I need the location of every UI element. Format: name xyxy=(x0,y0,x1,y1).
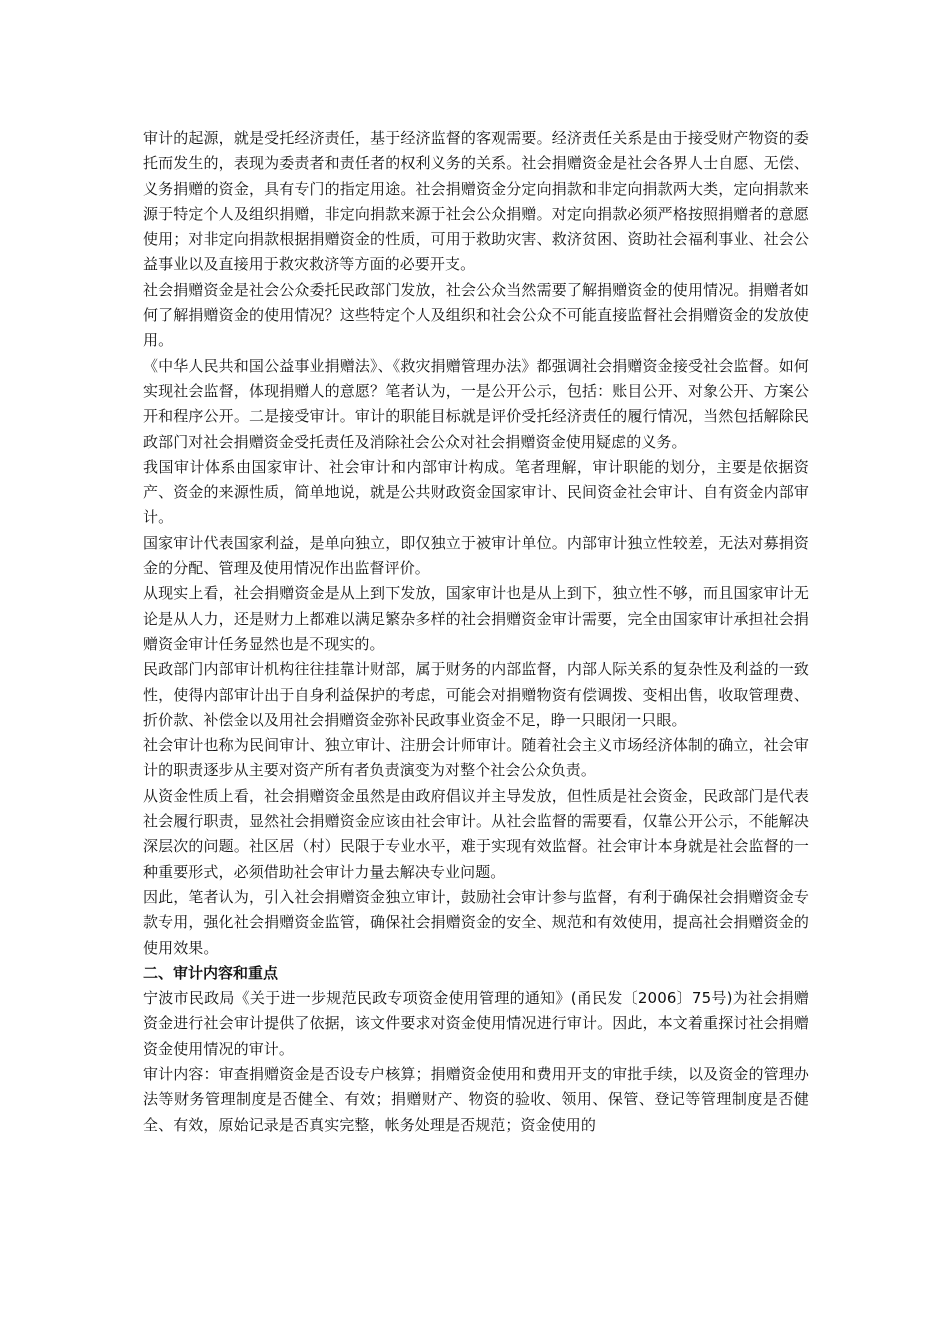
section-heading: 二、审计内容和重点 xyxy=(143,963,279,982)
paragraph-10: 因此，笔者认为，引入社会捐赠资金独立审计，鼓励社会审计参与监督，有利于确保社会捐赠资金专款专用，强化社会捐赠资金监管，确保社会捐赠资金的安全、规范和有效使用，提高社会捐赠资金的使用效果。 xyxy=(143,887,809,957)
paragraph-9: 从资金性质上看，社会捐赠资金虽然是由政府倡议并主导发放，但性质是社会资金，民政部门是代表社会履行职责，显然社会捐赠资金应该由社会审计。从社会监督的需要看，仅靠公开公示，不能解决深层次的问题。社区居（村）民限于专业水平，难于实现有效监督。社会审计本身就是社会监督的一种重要形式，必须借助社会审计力量去解决专业问题。 xyxy=(143,786,809,881)
paragraph-12: 审计内容：审查捐赠资金是否设专户核算；捐赠资金使用和费用开支的审批手续，以及资金的管理办法等财务管理制度是否健全、有效；捐赠财产、物资的验收、领用、保管、登记等管理制度是否健全、有效，原始记录是否真实完整，帐务处理是否规范；资金使用的 xyxy=(143,1064,809,1134)
paragraph-2: 社会捐赠资金是社会公众委托民政部门发放，社会公众当然需要了解捐赠资金的使用情况。捐赠者如何了解捐赠资金的使用情况？这些特定个人及组织和社会公众不可能直接监督社会捐赠资金的发放使用。 xyxy=(143,280,809,350)
paragraph-4: 我国审计体系由国家审计、社会审计和内部审计构成。笔者理解，审计职能的划分，主要是依据资产、资金的来源性质，简单地说，就是公共财政资金国家审计、民间资金社会审计、自有资金内部审计。 xyxy=(143,457,809,527)
paragraph-5: 国家审计代表国家利益，是单向独立，即仅独立于被审计单位。内部审计独立性较差，无法对募捐资金的分配、管理及使用情况作出监督评价。 xyxy=(143,533,809,578)
paragraph-6: 从现实上看，社会捐赠资金是从上到下发放，国家审计也是从上到下，独立性不够，而且国家审计无论是从人力，还是财力上都难以满足繁杂多样的社会捐赠资金审计需要，完全由国家审计承担社会捐赠资金审计任务显然也是不现实的。 xyxy=(143,584,809,653)
paragraph-3: 《中华人民共和国公益事业捐赠法》、《救灾捐赠管理办法》都强调社会捐赠资金接受社会监督。如何实现社会监督，体现捐赠人的意愿？笔者认为，一是公开公示，包括：账目公开、对象公开、方案公开和程序公开。二是接受审计。审计的职能目标就是评价受托经济责任的履行情况，当然包括解除民政部门对社会捐赠资金受托责任及消除社会公众对社会捐赠资金使用疑虑的义务。 xyxy=(143,356,809,451)
paragraph-1: 审计的起源，就是受托经济责任，基于经济监督的客观需要。经济责任关系是由于接受财产物资的委托而发生的，表现为委责者和责任者的权利义务的关系。社会捐赠资金是社会各界人士自愿、无偿、义务捐赠的资金，具有专门的指定用途。社会捐赠资金分定向捐款和非定向捐款两大类，定向捐款来源于特定个人及组织捐赠，非定向捐款来源于社会公众捐赠。对定向捐款必须严格按照捐赠者的意愿使用；对非定向捐款根据捐赠资金的性质，可用于救助灾害、救济贫困、资助社会福利事业、社会公益事业以及直接用于救灾救济等方面的必要开支。 xyxy=(143,129,809,274)
paragraph-8: 社会审计也称为民间审计、独立审计、注册会计师审计。随着社会主义市场经济体制的确立，社会审计的职责逐步从主要对资产所有者负责演变为对整个社会公众负责。 xyxy=(143,736,809,780)
paragraph-7: 民政部门内部审计机构往往挂靠计财部，属于财务的内部监督，内部人际关系的复杂性及利益的一致性，使得内部审计出于自身利益保护的考虑，可能会对捐赠物资有偿调拨、变相出售，收取管理费、折价款、补偿金以及用社会捐赠资金弥补民政事业资金不足，睁一只眼闭一只眼。 xyxy=(143,660,809,729)
paragraph-11: 宁波市民政局《关于进一步规范民政专项资金使用管理的通知》(甬民发〔2006〕75号)为社会捐赠资金进行社会审计提供了依据，该文件要求对资金使用情况进行审计。因此，本文着重探讨社会捐赠资金使用情况的审计。 xyxy=(143,989,809,1058)
document-body xyxy=(143,126,809,1138)
